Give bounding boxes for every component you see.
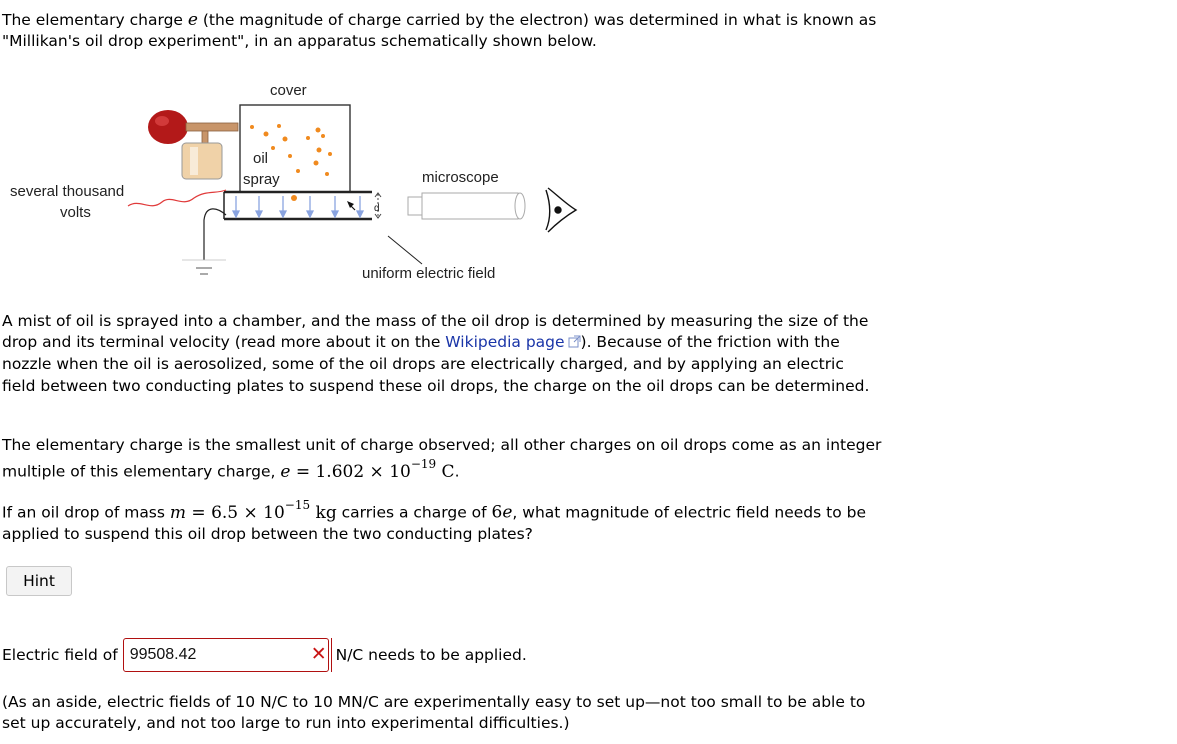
oil-drop — [283, 137, 288, 142]
oil-drop-suspended — [291, 195, 297, 201]
hint-button[interactable]: Hint — [6, 566, 72, 596]
atomizer-bulb — [148, 110, 188, 144]
millikan-apparatus-diagram — [0, 70, 620, 295]
mass-value: $m = 6.5 \times 10^{-15}$ kg — [169, 498, 337, 523]
volts-label-line2: volts — [60, 204, 91, 221]
oil-reservoir — [182, 143, 222, 179]
field-label: uniform electric field — [362, 265, 496, 282]
atomizer — [148, 110, 238, 179]
charge-value: 6e — [491, 502, 513, 523]
oil-drop — [317, 148, 322, 153]
oil-drop — [288, 154, 292, 158]
oil-drop — [314, 161, 319, 166]
atomizer-nozzle — [186, 123, 238, 131]
input-divider — [331, 638, 332, 672]
description-paragraph: A mist of oil is sprayed into a chamber, and the mass of the oil drop is determined by measuring the size of the drop and its terminal velocity (read more about it on the Wikipedia page ). Because of the friction with the nozzle when the oil is aerosolized, some of the oil drops are electrically charged, and by applying an electric field between two conducting plates to suspend these oil drops, the charge on the oil drops can be determined. — [2, 312, 870, 395]
oil-label: oil — [253, 150, 269, 167]
answer-suffix: N/C needs to be applied. — [335, 646, 527, 664]
cover-label: cover — [270, 82, 307, 99]
oil-drop — [325, 172, 329, 176]
oil-drop — [328, 152, 332, 156]
answer-row — [2, 636, 527, 674]
field-arrows — [233, 196, 363, 217]
intro-paragraph: The elementary charge e (the magnitude of charge carried by the electron) was determined in what is known as "Millikan's oil drop experiment", in an apparatus schematically shown below. — [2, 10, 877, 50]
oil-drop — [271, 146, 275, 150]
answer-prefix: Electric field of — [2, 646, 118, 664]
oil-drop — [306, 136, 310, 140]
oil-drop — [296, 169, 300, 173]
oil-drop — [277, 124, 281, 128]
volts-label-line1: several thousand — [10, 183, 125, 200]
aside-paragraph: (As an aside, electric fields of 10 N/C to 10 MN/C are experimentally easy to set up—not too small to be able to set up accurately, and not too large to run into experimental difficulties.) — [2, 693, 866, 732]
microscope — [408, 169, 525, 219]
microscope-label: microscope — [422, 169, 499, 186]
ground-wire — [204, 209, 226, 260]
e-symbol: e — [187, 10, 198, 30]
oil-drop — [264, 132, 269, 137]
electric-field-input[interactable] — [123, 638, 329, 672]
spray-label: spray — [243, 171, 280, 188]
elementary-charge-paragraph: The elementary charge is the smallest unit of charge observed; all other charges on oil drops come as an integer multiple of this elementary charge, $e = 1.602 \times 10^{-19}$ C. — [2, 436, 882, 482]
voltage-wire — [128, 190, 226, 206]
field-leader-line — [388, 236, 422, 264]
external-link-icon — [568, 333, 581, 354]
oil-drop — [250, 125, 254, 129]
d-label: d — [374, 203, 380, 214]
eye-icon — [546, 188, 576, 232]
question-paragraph: If an oil drop of mass $m = 6.5 \times 10^{-15}$ kg carries a charge of 6e, what magnitude of electric field needs to be applied to suspend this oil drop between the two conducting plates? — [2, 498, 866, 543]
wikipedia-link[interactable]: Wikipedia page — [445, 333, 580, 351]
elementary-charge-value: $e = 1.602 \times 10^{-19}$ C — [280, 457, 455, 482]
oil-drop — [316, 128, 321, 133]
oil-drop — [321, 134, 325, 138]
incorrect-icon: ✕ — [310, 643, 327, 665]
